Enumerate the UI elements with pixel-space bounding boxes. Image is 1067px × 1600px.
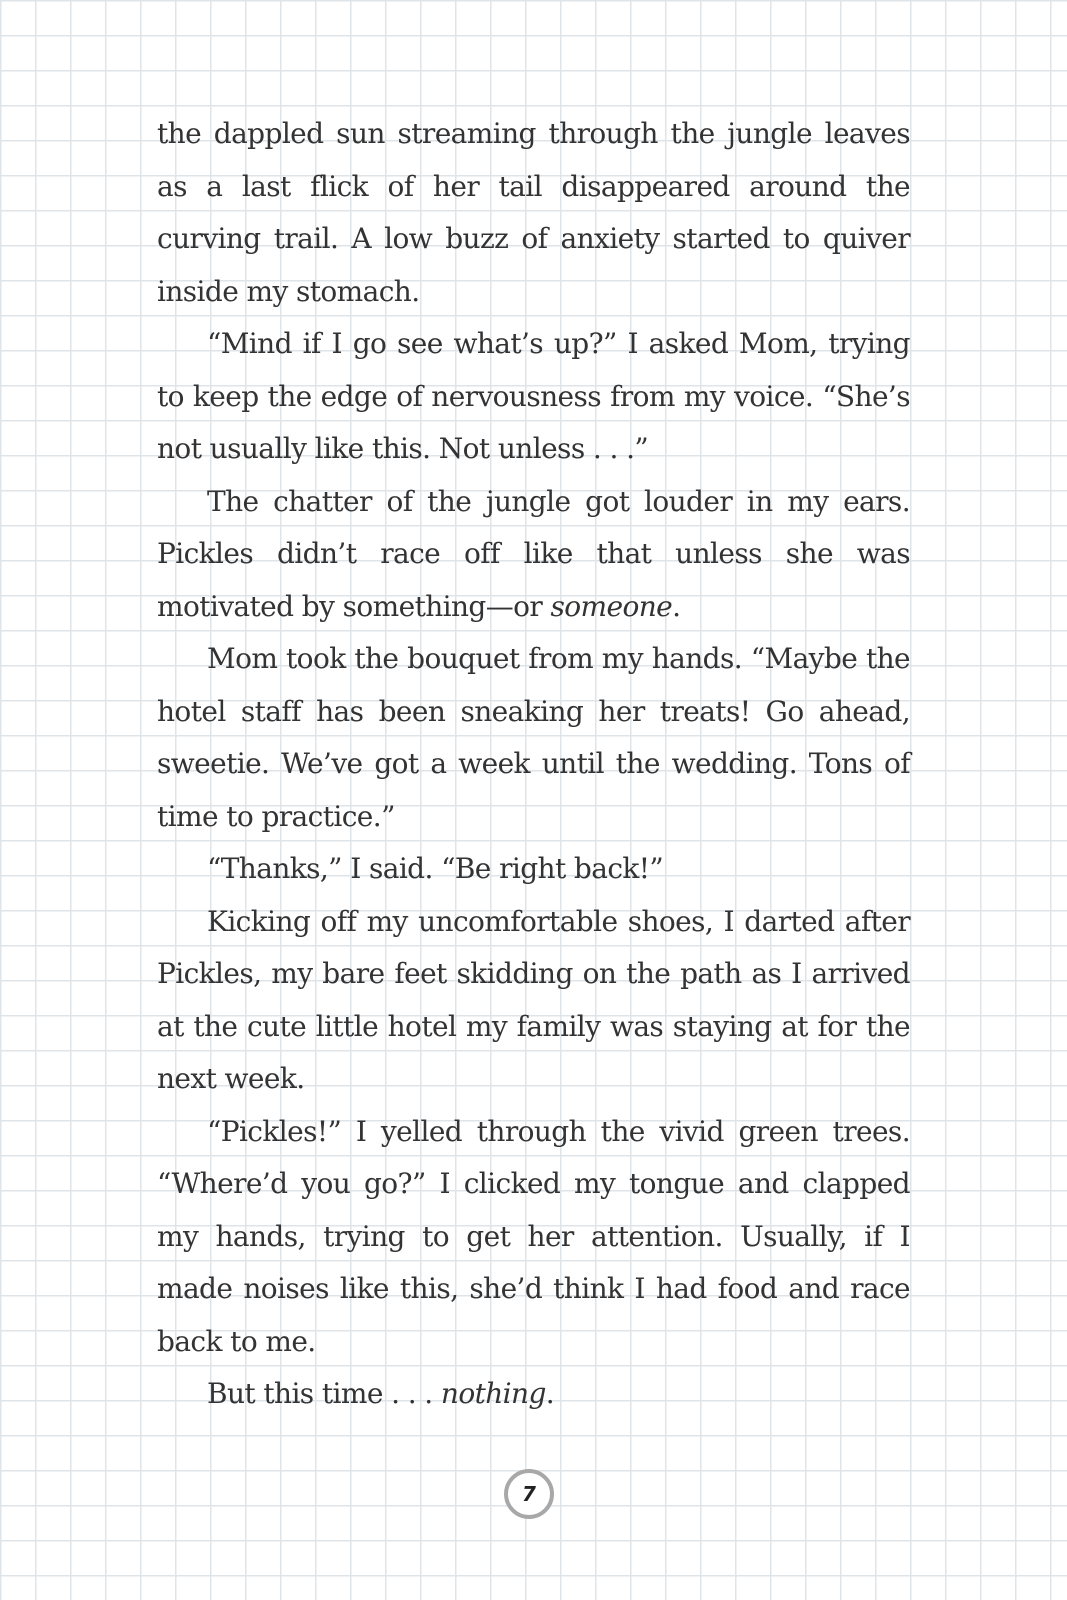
paragraph-4-text: Mom took the bouquet from my hands. “Maybe the hotel staff has been sneaking her treats! Go ahead, sweetie. We’ve got a week until the wedding. Tons of time to practice.” — [157, 642, 910, 833]
page-body — [157, 108, 910, 1421]
page-number: 7 — [522, 1482, 536, 1506]
paragraph-8 — [157, 1368, 910, 1421]
paragraph-2-text: “Mind if I go see what’s up?” I asked Mom, trying to keep the edge of nervousness from my voice. “She’s not usually like this. Not unless . . .” — [157, 327, 910, 465]
paragraph-8-end: . — [545, 1377, 555, 1410]
paragraph-1 — [157, 108, 910, 318]
paragraph-3-text: The chatter of the jungle got louder in my ears. Pickles didn’t race off like that unless she was motivated by something—or — [157, 484, 910, 623]
page-number-badge — [504, 1469, 554, 1519]
paragraph-5 — [157, 843, 910, 896]
paragraph-2 — [157, 318, 910, 476]
paragraph-4 — [157, 633, 910, 843]
paragraph-6 — [157, 896, 910, 1106]
paragraph-3-end: . — [672, 589, 681, 623]
paragraph-3-emphasis: someone — [550, 589, 673, 623]
paragraph-3 — [157, 476, 910, 634]
paragraph-8-emphasis: nothing — [440, 1377, 546, 1410]
paragraph-6-text: Kicking off my uncomfortable shoes, I darted after Pickles, my bare feet skidding on the path as I arrived at the cute little hotel my family was staying at for the next week. — [157, 904, 910, 1095]
paragraph-7 — [157, 1106, 910, 1369]
paragraph-1-text: the dappled sun streaming through the jungle leaves as a last flick of her tail disappeared around the curving trail. A low buzz of anxiety started to quiver inside my stomach. — [157, 117, 910, 308]
paragraph-5-text: “Thanks,” I said. “Be right back!” — [207, 852, 664, 885]
paragraph-8-text: But this time . . . — [207, 1377, 441, 1410]
paragraph-7-text: “Pickles!” I yelled through the vivid green trees. “Where’d you go?” I clicked my tongue and clapped my hands, trying to get her attention. Usually, if I made noises like this, she’d think I had food and race back to me. — [157, 1114, 910, 1358]
